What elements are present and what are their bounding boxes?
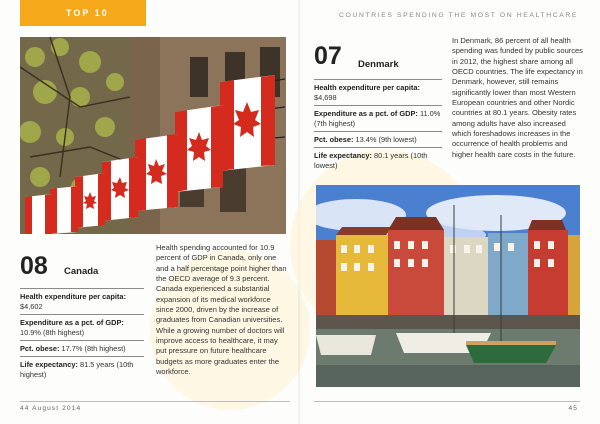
- canada-flag-2: [175, 105, 223, 192]
- stat-value: $4,698: [314, 92, 337, 102]
- stat-label: Expenditure as a pct. of GDP:: [314, 108, 418, 118]
- stat-label: Health expenditure per capita:: [20, 292, 126, 301]
- denmark-country-name: Denmark: [358, 59, 399, 70]
- canada-flag-5: [75, 173, 105, 228]
- canada-flag-6: [50, 186, 78, 234]
- footer-divider: [20, 401, 290, 402]
- canada-flag-4: [102, 157, 138, 221]
- denmark-stat-expenditure: [314, 79, 442, 106]
- footer-page-info: 44 August 2014: [20, 405, 82, 412]
- canada-flag-7: [25, 194, 52, 234]
- stat-value: 13.4% (9th lowest): [353, 134, 417, 144]
- stat-label: Health expenditure per capita:: [314, 83, 420, 92]
- stat-label: Life expectancy:: [20, 359, 78, 369]
- section-header: COUNTRIES SPENDING THE MOST ON HEALTHCARE: [339, 12, 578, 19]
- stat-value: 81.5 years (10th highest): [20, 359, 134, 379]
- stat-value: 10.9% (8th highest): [20, 327, 85, 337]
- stat-label: Expenditure as a pct. of GDP:: [20, 317, 124, 327]
- nyhavn-photo: [316, 185, 580, 387]
- canada-country-name: Canada: [64, 266, 99, 277]
- right-page: [300, 0, 600, 424]
- stat-value: 17.7% (8th highest): [59, 343, 126, 353]
- top10-tab: [20, 0, 146, 26]
- footer-page-number: 45: [568, 405, 578, 412]
- canada-stat-obese: [20, 341, 144, 357]
- canada-flags-photo: [20, 37, 286, 234]
- nyhavn-illustration: [316, 185, 580, 387]
- stat-value: $4,602: [20, 301, 43, 311]
- canada-stats-list: [20, 288, 144, 382]
- canada-stat-gdp: [20, 315, 144, 341]
- canada-flags-illustration: [20, 37, 286, 234]
- denmark-stat-obese: [314, 132, 442, 148]
- canada-stat-expenditure: [20, 288, 144, 315]
- canada-flag-3: [135, 134, 178, 211]
- canada-flag-1: [220, 75, 275, 171]
- canada-stat-life: [20, 357, 144, 382]
- footer-divider: [314, 401, 580, 402]
- denmark-stat-life: [314, 148, 442, 173]
- canada-body-text: Health spending accounted for 10.9 percent of GDP in Canada, only one and a half percentage point higher than the OECD average of 9.3 percent. Canada experienced a substantial expansion of its medical workforce since 2000, driven by the increase of graduates from Canadian universities. While a growing number of doctors will improve access to healthcare, it may put pressure on future healthcare budgets as more graduates enter the workforce.: [156, 243, 287, 377]
- stat-label: Life expectancy:: [314, 150, 372, 160]
- stat-label: Pct. obese:: [20, 343, 60, 353]
- top10-label: TOP 10: [66, 8, 109, 18]
- stat-value: 80.1 years (10th lowest): [314, 150, 428, 170]
- denmark-stat-gdp: [314, 106, 442, 132]
- canada-rank-number: 08: [20, 252, 48, 280]
- denmark-stats-list: [314, 79, 442, 173]
- stat-label: Pct. obese:: [314, 134, 354, 144]
- denmark-body-text: In Denmark, 86 percent of all health spending was funded by public sources in 2012, the highest share among all OECD countries. The life expectancy in Denmark, however, still remains significantly lower than most Western European countries and other Nordic countries at 80.1 years. Obesity rates among adults have also increased which foreshadows increases in the occurrence of health problems and higher health care costs in the future.: [452, 36, 583, 159]
- stat-value: 11.0% (7th highest): [314, 108, 441, 128]
- denmark-rank-number: 07: [314, 42, 342, 70]
